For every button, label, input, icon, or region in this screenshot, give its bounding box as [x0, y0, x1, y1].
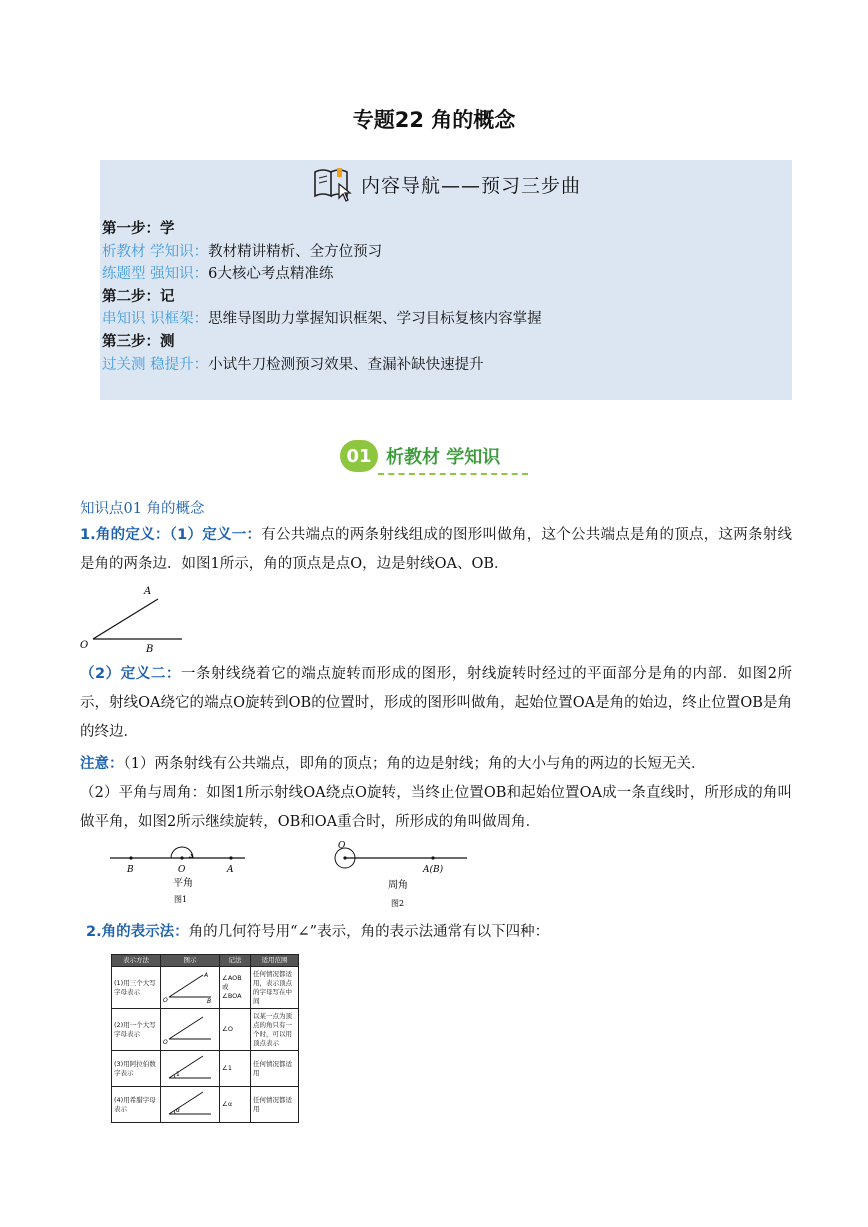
nav-desc: 教材精讲精析、全方位预习: [208, 243, 383, 260]
section-underline: [378, 473, 528, 475]
cell-scope: 任何情况都适用: [251, 1087, 299, 1123]
rep-label: 2.角的表示法：: [86, 924, 189, 940]
fig-a: A: [204, 972, 209, 979]
cell-scope: 任何情况都适用，表示顶点的字母写在中间: [251, 967, 299, 1009]
fig-three-letters: [163, 969, 215, 1003]
book-pointer-icon: [311, 164, 355, 204]
definition-1: [80, 521, 792, 579]
fig2-left-b: B: [127, 865, 134, 875]
page-title: 专题22 角的概念: [352, 108, 516, 132]
cell-figure: [161, 967, 220, 1009]
fig1-label-o: O: [80, 640, 89, 651]
cell-notation: ∠α: [220, 1087, 251, 1123]
header-figure: 图示: [161, 955, 220, 967]
def1-label: 1.角的定义：: [80, 527, 170, 543]
fig2-right-caption: 周角: [388, 880, 408, 891]
fig-o: O: [163, 997, 168, 1003]
fig-one: 1: [176, 1071, 180, 1078]
fig-alpha: α: [176, 1107, 180, 1114]
header-notation: 记法: [220, 955, 251, 967]
note-label: 注意：: [80, 756, 124, 772]
fig2-right-o: O: [338, 841, 346, 851]
section-number: 01: [340, 440, 378, 472]
nav-line: [102, 308, 542, 331]
table-header-row: [112, 955, 299, 967]
fig-number: [163, 1052, 215, 1082]
header-method: 表示方法: [112, 955, 161, 967]
nav-line: [102, 263, 542, 286]
header-scope: 适用范围: [251, 955, 299, 967]
content-navigation-box: [100, 160, 792, 400]
table-row: [112, 1087, 299, 1123]
knowledge-point-heading: 知识点01 角的概念: [80, 501, 205, 517]
fig2-right-ab: A(B): [423, 865, 444, 875]
cell-figure: [161, 1051, 220, 1087]
cell-notation: ∠1: [220, 1051, 251, 1087]
fig-b: B: [207, 998, 212, 1003]
note-block: [80, 750, 792, 837]
fig2-left-o: O: [178, 865, 186, 875]
nav-tag: 析教材 学知识：: [102, 243, 209, 260]
representation-table: [111, 954, 299, 1123]
cell-method: (3)用阿拉伯数字表示: [112, 1051, 161, 1087]
figure-angle-aob: [78, 582, 193, 652]
fig-greek: [163, 1088, 215, 1118]
table-row: [112, 1051, 299, 1087]
def1-text: 有公共端点的两条射线组成的图形叫做角，这个公共端点是角的顶点，这两条射线是角的两条边．如图1所示，角的顶点是点O，边是射线OA、OB．: [80, 527, 792, 572]
fig2-right-fig: 图2: [391, 899, 405, 908]
nav-step-3: 第三步：测: [102, 333, 175, 350]
cell-scope: 以某一点为顶点的角只有一个时，可以用顶点表示: [251, 1009, 299, 1051]
nav-line: [102, 241, 542, 264]
cell-method: (1)用三个大写字母表示: [112, 967, 161, 1009]
fig-one-letter: [163, 1011, 215, 1045]
nav-desc: 思维导图助力掌握知识框架、学习目标复核内容掌握: [208, 311, 542, 328]
def2-text: 一条射线绕着它的端点旋转而形成的图形，射线旋转时经过的平面部分是角的内部．如图2所示，射线OA绕它的端点O旋转到OB的位置时，形成的图形叫做角，起始位置OA是角的始边，终止位置OB是角的终边．: [80, 666, 792, 740]
nav-tag: 练题型 强知识：: [102, 266, 209, 283]
table-row: [112, 967, 299, 1009]
fig2-left-a: A: [227, 865, 234, 875]
fig1-label-a: A: [144, 586, 152, 597]
def2-sub: （2）定义二：: [80, 666, 181, 682]
table-row: [112, 1009, 299, 1051]
nav-desc: 6大核心考点精准练: [208, 266, 334, 283]
cell-scope: 任何情况都适用: [251, 1051, 299, 1087]
cell-figure: [161, 1009, 220, 1051]
angle-representation: [86, 918, 798, 947]
nav-step-2: 第二步：记: [102, 288, 175, 305]
fig2-left-fig: 图1: [174, 895, 188, 904]
section-badge: [340, 440, 500, 472]
nav-heading: [100, 164, 792, 204]
fig1-label-b: B: [146, 644, 154, 652]
nav-tag: 串知识 识框架：: [102, 311, 209, 328]
rep-text: 角的几何符号用“∠”表示，角的表示法通常有以下四种：: [188, 924, 550, 940]
def1-sub: （1）定义一：: [169, 527, 262, 543]
nav-lines: [102, 218, 542, 376]
nav-step-1: 第一步：学: [102, 221, 175, 237]
nav-line: [102, 354, 542, 377]
nav-desc: 小试牛刀检测预习效果、查漏补缺快速提升: [208, 356, 484, 373]
cell-notation: ∠O: [220, 1009, 251, 1051]
note-line-1: （1）两条射线有公共端点，即角的顶点；角的边是射线；角的大小与角的两边的长短无关．: [123, 756, 706, 772]
cell-method: (4)用希腊字母表示: [112, 1087, 161, 1123]
definition-2: [80, 660, 792, 747]
nav-tag: 过关测 稳提升：: [102, 356, 209, 373]
cell-figure: [161, 1087, 220, 1123]
nav-heading-text: 内容导航——预习三步曲: [360, 174, 581, 197]
fig-o: O: [163, 1039, 168, 1045]
cell-notation: ∠AOB或∠BOA: [220, 967, 251, 1009]
section-label: 析教材 学知识: [386, 447, 501, 468]
cell-method: (2)用一个大写字母表示: [112, 1009, 161, 1051]
fig2-left-caption: 平角: [173, 878, 193, 889]
note-line-2: （2）平角与周角：如图1所示射线OA绕点O旋转，当终止位置OB和起始位置OA成一条直线时，所形成的角叫做平角，如图2所示继续旋转，OB和OA重合时，所形成的角叫做周角．: [80, 785, 792, 830]
figure-straight-and-full-angle: [105, 840, 475, 912]
